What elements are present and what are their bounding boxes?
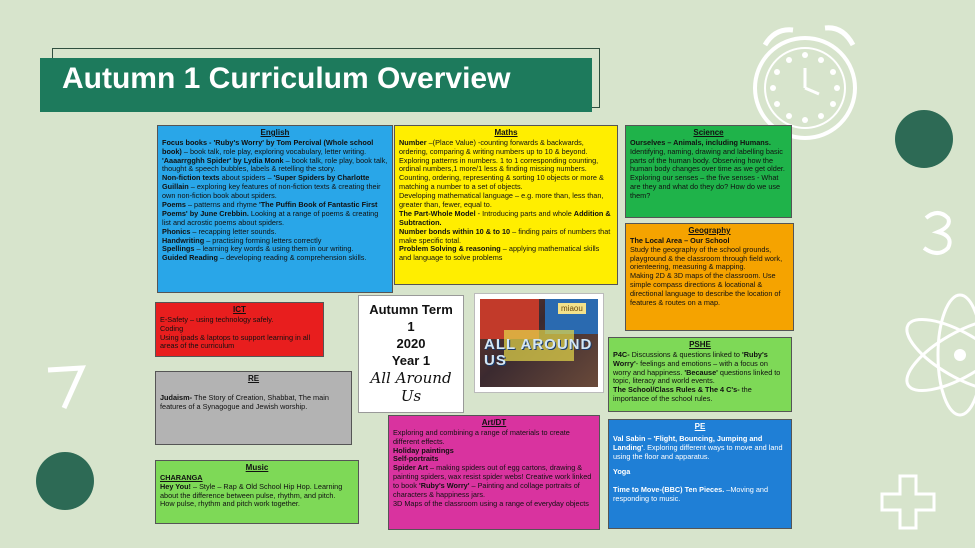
art-self-portraits: Self-portraits xyxy=(393,454,439,464)
pe-box xyxy=(608,419,792,529)
pshe-p4c: P4C- Discussions & questions linked to 'Ruby's Worry'- feelings and emotions – with a focus on worry and happiness. 'Because' questions linked to topic, literacy and world events. xyxy=(613,349,781,386)
english-poems: Poems – patterns and rhyme 'The Puffin Book of Fantastic First Poems' by June Crebbin. Looking at a range of poems & creating list and acrostic poems about spiders. xyxy=(162,199,379,227)
maths-heading: Maths xyxy=(494,128,518,137)
pshe-box xyxy=(608,337,792,412)
music-heading: Music xyxy=(245,463,269,472)
art-3d-maps: 3D Maps of the classroom using a range of everyday objects xyxy=(393,498,589,508)
art-materials: Exploring and combining a range of materials to create different effects. xyxy=(393,427,570,446)
english-box xyxy=(157,125,393,293)
music-charanga: CHARANGA xyxy=(160,472,203,482)
term-card-season: Autumn Term xyxy=(369,302,453,317)
geography-heading: Geography xyxy=(688,226,731,235)
pe-time-to-move: Time to Move-(BBC) Ten Pieces. –Moving and responding to music. xyxy=(613,485,769,504)
geography-box xyxy=(625,223,794,331)
pe-val-sabin: Val Sabin – 'Flight, Bouncing, Jumping and Landing'. Exploring different ways to move and land using the floor and apparatus. xyxy=(613,433,783,461)
science-topic: Ourselves – Animals, including Humans. xyxy=(630,137,771,147)
re-judaism: Judaism- The Story of Creation, Shabbat, The main features of a Synagogue and Jewish worship. xyxy=(160,392,329,411)
science-heading: Science xyxy=(693,128,724,137)
term-card-topic-end: Us xyxy=(400,387,422,405)
ict-heading: ICT xyxy=(233,305,246,314)
term-card-class: Year 1 xyxy=(391,353,431,368)
english-spellings: Spellings – learning key words & using them in our writing. xyxy=(162,244,354,254)
circle-dot-icon xyxy=(895,110,953,168)
music-pulse: How pulse, rhythm and pitch work together. xyxy=(160,499,300,509)
music-box xyxy=(155,460,359,524)
maths-part-whole: The Part-Whole Model - Introducing parts and whole Addition & Subtraction. xyxy=(399,208,611,227)
art-holiday-paintings: Holiday paintings xyxy=(393,445,454,455)
photo-letters: ALL AROUND US xyxy=(484,336,593,369)
re-box xyxy=(155,371,352,445)
re-heading: RE xyxy=(247,374,260,383)
term-card-year: 2020 xyxy=(396,336,426,351)
topic-photo-image xyxy=(480,299,598,387)
art-spider-art: Spider Art – making spiders out of egg cartons, drawing & painting spiders, wax resist spider webs! Creative work linked to book 'Ruby's Worry' – Painting and collage portraits of characters & happiness jars. xyxy=(393,463,592,499)
art-box xyxy=(388,415,600,530)
english-heading: English xyxy=(260,128,290,137)
maths-number-bonds: Number bonds within 10 & to 10 – finding pairs of numbers that make specific total. xyxy=(399,226,611,245)
science-description: Identifying, naming, drawing and labelling basic parts of the human body. Observing how the human body changes over time as we get older. Exploring our senses – the five senses - What are they and what do they do? How do we use them? xyxy=(630,146,785,201)
number-seven-icon xyxy=(44,362,89,412)
pe-heading: PE xyxy=(694,422,706,431)
ict-coding: Coding xyxy=(160,323,184,333)
pe-yoga: Yoga xyxy=(613,467,631,477)
english-phonics: Phonics – recapping letter sounds. xyxy=(162,226,277,236)
ict-devices: Using ipads & laptops to support learning in all areas of the curriculum xyxy=(160,332,311,351)
music-hey-you: Hey You! – Style – Rap & Old School Hip Hop. Learning about the difference between pulse, rhythm, and pitch. xyxy=(160,481,343,500)
maths-box xyxy=(394,125,618,285)
photo-label: miaou xyxy=(558,303,586,314)
science-box xyxy=(625,125,792,218)
geography-fieldwork: Study the geography of the school grounds, playground & the classroom through field work, orienteering, measuring & mapping. xyxy=(630,244,783,272)
pshe-heading: PSHE xyxy=(689,340,711,349)
ict-box xyxy=(155,302,324,357)
pshe-rules: The School/Class Rules & The 4 C's- the importance of the school rules. xyxy=(613,385,752,404)
maths-language: Developing mathematical language – e.g. more than, less than, greater than, fewer, equal to. xyxy=(399,191,604,209)
topic-photo xyxy=(474,293,604,393)
term-card-topic: All Around xyxy=(370,369,452,387)
atom-icon xyxy=(900,280,975,430)
maths-problem-solving: Problem Solving & reasoning – applying mathematical skills and language to solve problems xyxy=(399,244,600,263)
page-title: Autumn 1 Curriculum Overview xyxy=(62,62,511,95)
english-handwriting: Handwriting – practising forming letters correctly xyxy=(162,235,322,245)
number-three-icon xyxy=(918,208,958,258)
term-card-number: 1 xyxy=(407,319,415,334)
art-heading: Art/DT xyxy=(481,418,507,427)
circle-dot-icon xyxy=(36,452,94,510)
english-non-fiction: Non-fiction texts about spiders – 'Super Spiders by Charlotte Guillain – exploring key features of non-fiction texts & creating their own non-fiction book about spiders. xyxy=(162,173,381,201)
english-focus-books: Focus books - 'Ruby's Worry' by Tom Percival (Whole school book) – book talk, role play, exploring vocabulary, letter writing. 'Aaaarrgghh Spider' by Lydia Monk – book talk, role play, book talk, thought & speech bubbles, labels & retelling the story. xyxy=(162,137,388,174)
english-guided-reading: Guided Reading – developing reading & comprehension skills. xyxy=(162,253,367,263)
ict-esafety: E-Safety – using technology safely. xyxy=(160,314,274,324)
maths-number: Number –(Place Value) -counting forwards & backwards, ordering, comparing & writing numbers up to 10 & beyond. Exploring patterns in numbers. 1 to 1 corresponding counting, ordinal numbers,1 more/1 less & finding missing numbers. Counting, ordering, representing & sorting 10 objects or more & matching a number to a set of objects. xyxy=(399,137,604,192)
term-card xyxy=(358,295,464,413)
geography-topic: The Local Area – Our School xyxy=(630,235,730,245)
plus-icon xyxy=(878,472,938,532)
geography-maps: Making 2D & 3D maps of the classroom. Use simple compass directions & locational & directional language to describe the location of features & routes on a map. xyxy=(630,271,781,307)
